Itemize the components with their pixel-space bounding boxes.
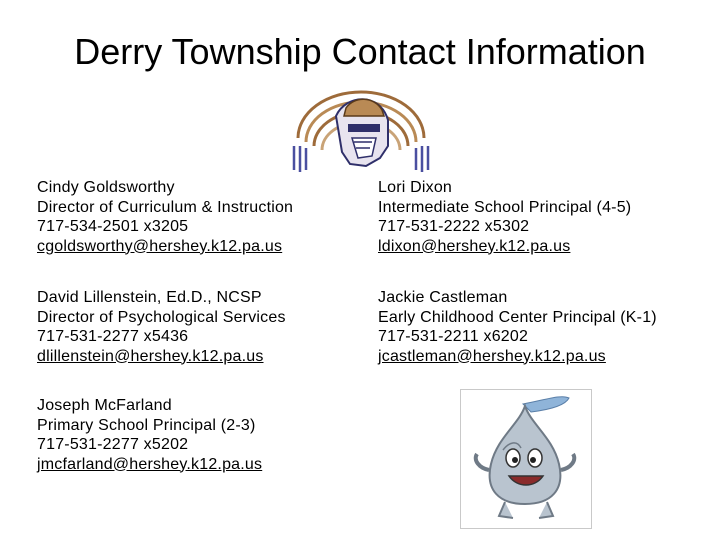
contact-name: Joseph McFarland xyxy=(37,397,172,414)
contact-role: Primary School Principal (2-3) xyxy=(37,416,256,434)
contact-card-dixon xyxy=(378,178,631,256)
contact-phone: 717-531-2211 x6202 xyxy=(378,328,529,345)
contact-name: Lori Dixon xyxy=(378,179,453,196)
contact-card-castleman xyxy=(378,288,657,366)
kiss-mascot-icon xyxy=(461,390,591,528)
contact-name: Jackie Castleman xyxy=(378,289,508,306)
contact-email-link[interactable]: jcastleman@hershey.k12.pa.us xyxy=(378,347,606,365)
contact-phone: 717-531-2222 x5302 xyxy=(378,218,530,235)
spartan-helmet-logo xyxy=(288,86,434,176)
contact-role: Director of Psychological Services xyxy=(37,308,286,326)
contact-role: Early Childhood Center Principal (K-1) xyxy=(378,308,657,326)
contact-role: Director of Curriculum & Instruction xyxy=(37,198,294,216)
contact-phone: 717-531-2277 x5436 xyxy=(37,328,189,345)
contact-card-mcfarland xyxy=(37,396,262,474)
contact-phone: 717-531-2277 x5202 xyxy=(37,436,189,453)
contact-email-link[interactable]: jmcfarland@hershey.k12.pa.us xyxy=(37,455,263,473)
contact-phone: 717-534-2501 x3205 xyxy=(37,218,189,235)
mascot-image-frame xyxy=(460,389,592,529)
contact-name: Cindy Goldsworthy xyxy=(37,179,175,196)
contact-email-link[interactable]: cgoldsworthy@hershey.k12.pa.us xyxy=(37,237,283,255)
contact-role: Intermediate School Principal (4-5) xyxy=(378,198,632,216)
contact-name: David Lillenstein, Ed.D., NCSP xyxy=(37,289,262,306)
contact-card-goldsworthy xyxy=(37,178,293,256)
page-title: Derry Township Contact Information xyxy=(74,31,646,72)
contact-email-link[interactable]: dlillenstein@hershey.k12.pa.us xyxy=(37,347,264,365)
contact-email-link[interactable]: ldixon@hershey.k12.pa.us xyxy=(378,237,571,255)
contact-card-lillenstein xyxy=(37,288,286,366)
